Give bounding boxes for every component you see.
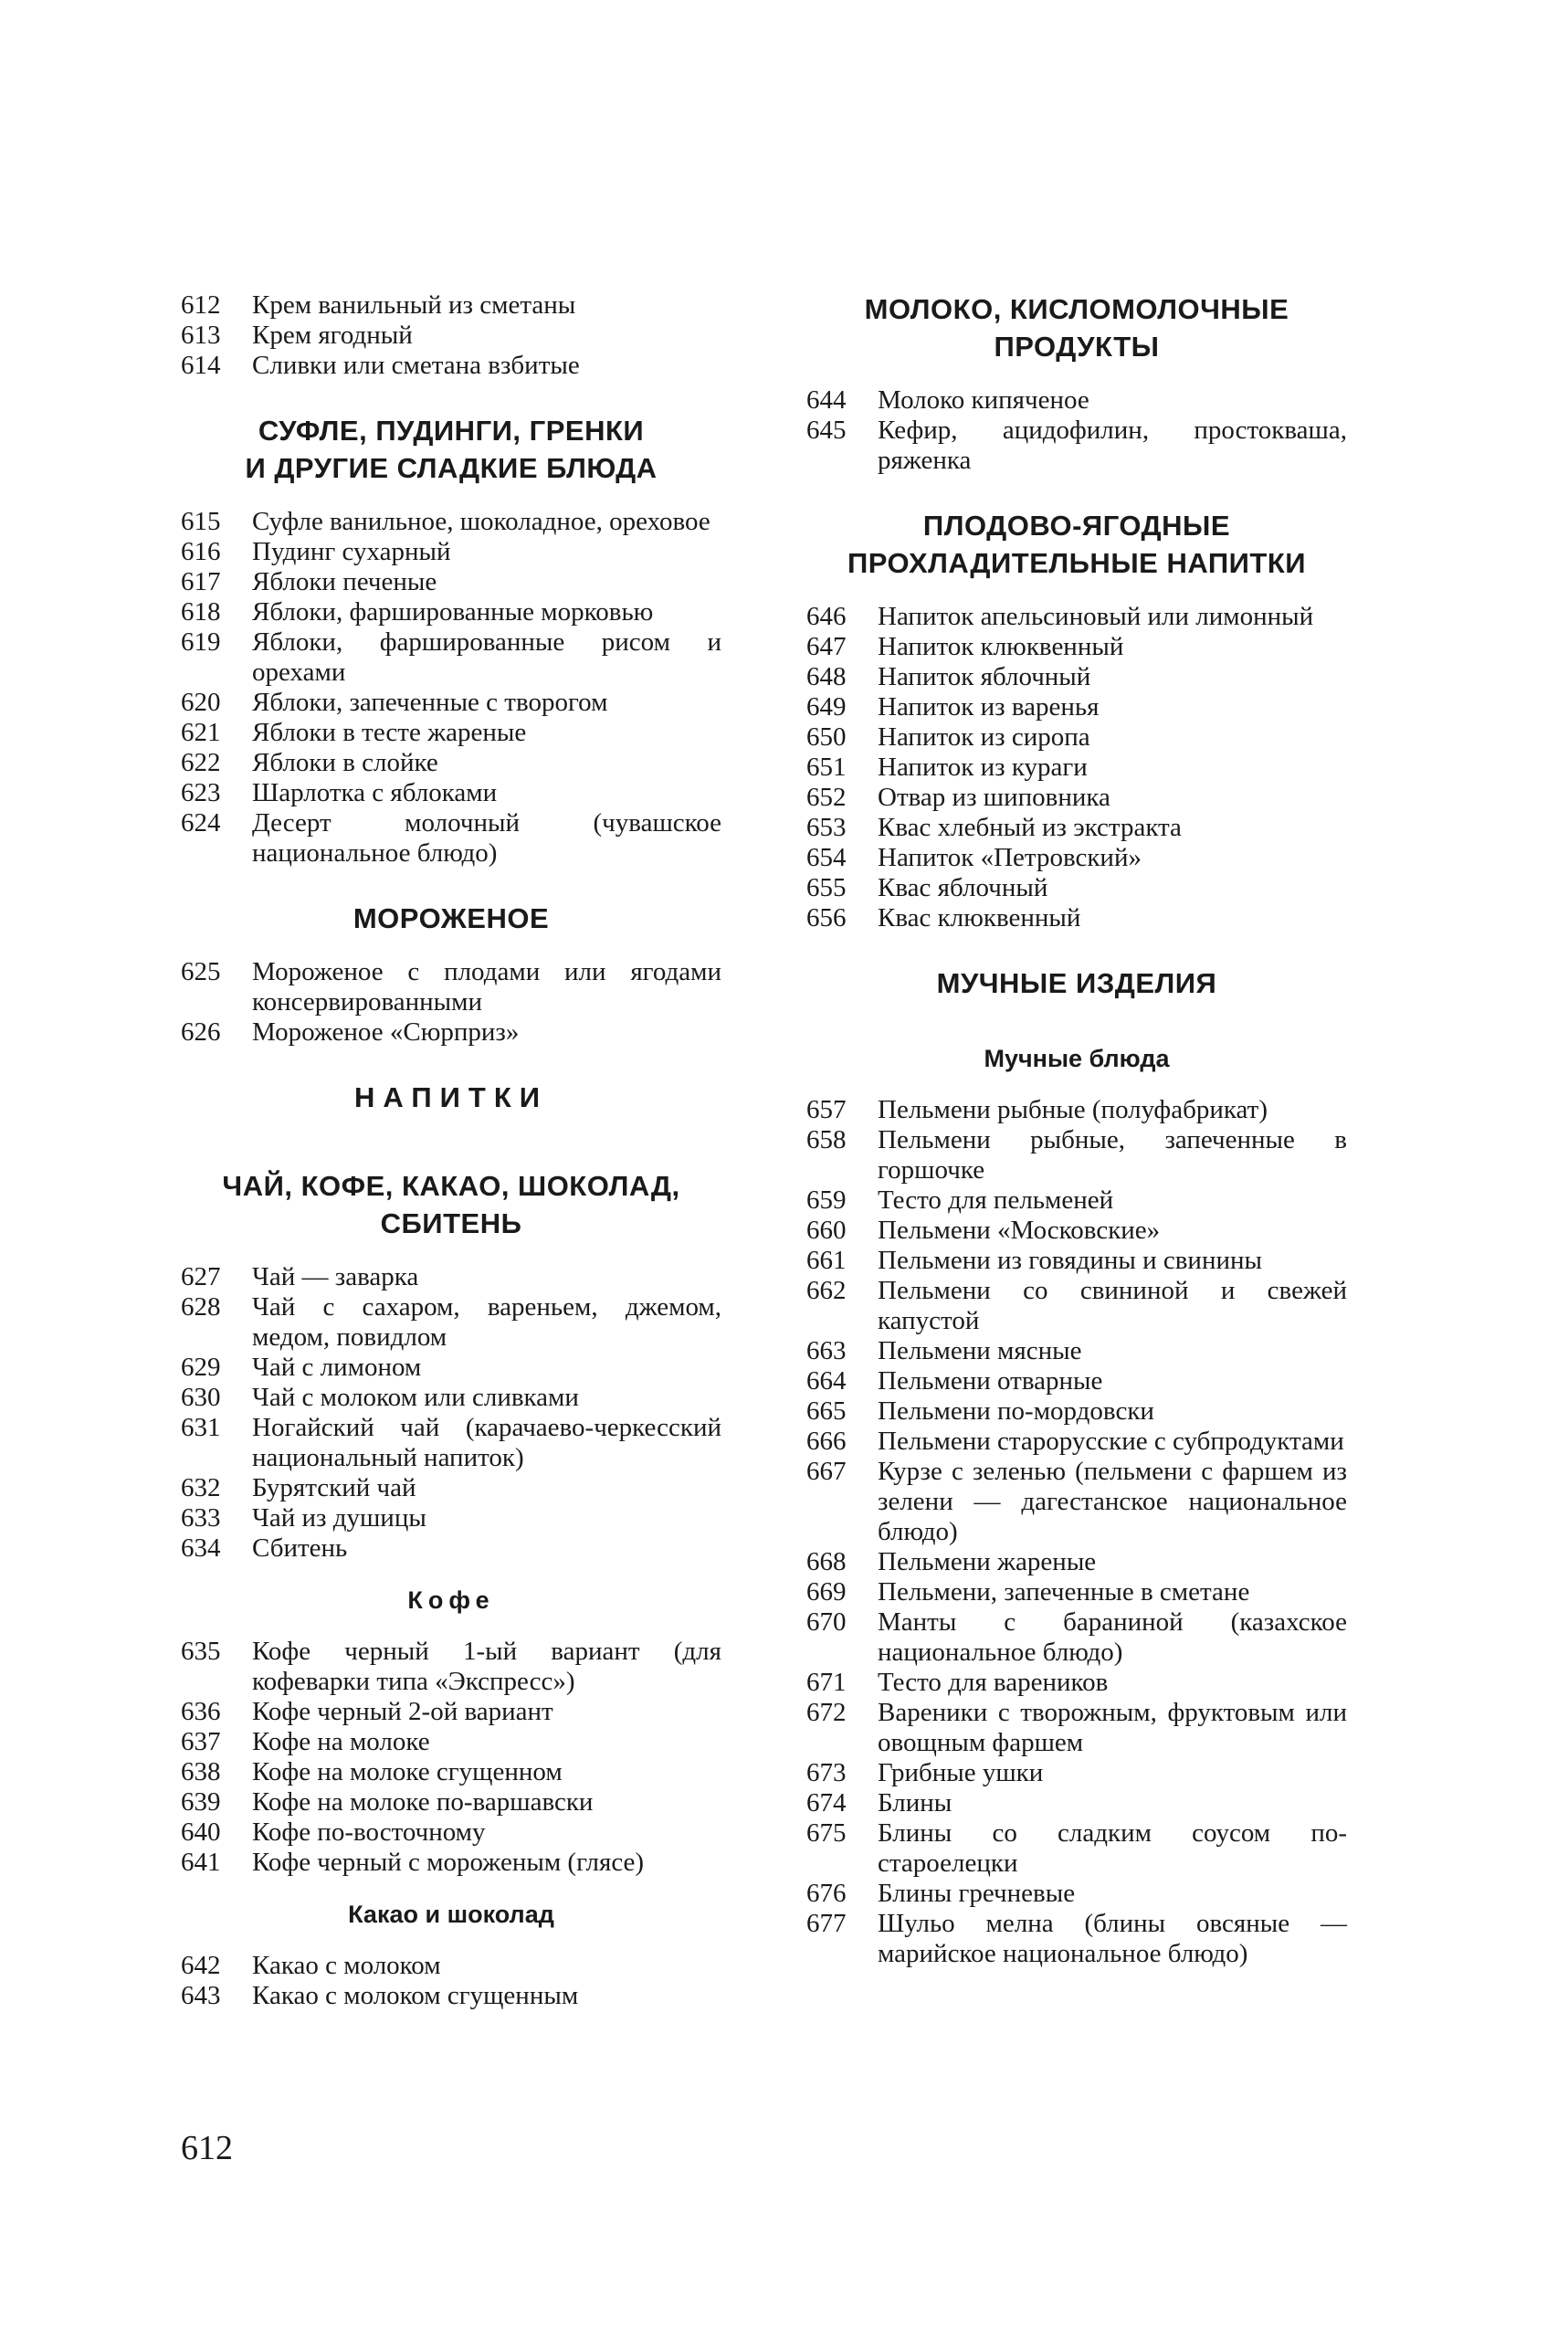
recipe-title: Квас клюквенный xyxy=(878,903,1081,932)
recipe-number: 613 xyxy=(181,321,221,350)
recipe-number: 632 xyxy=(181,1473,221,1502)
recipe-entry xyxy=(806,602,1347,632)
recipe-entry xyxy=(181,1981,721,2011)
spacer xyxy=(181,1931,721,1951)
recipe-number: 667 xyxy=(806,1457,847,1486)
recipe-number: 648 xyxy=(806,662,847,691)
right-column xyxy=(806,290,1347,1969)
recipe-number: 668 xyxy=(806,1547,847,1576)
recipe-entry xyxy=(806,903,1347,933)
recipe-number: 635 xyxy=(181,1637,221,1666)
recipe-entry xyxy=(806,1216,1347,1246)
spacer xyxy=(181,1136,721,1167)
section-heading xyxy=(181,1079,721,1116)
recipe-entry xyxy=(181,1503,721,1533)
heading-line: ПРОДУКТЫ xyxy=(994,331,1160,363)
recipe-title: Какао с молоком сгущенным xyxy=(252,1981,579,2010)
recipe-title: Яблоки печеные xyxy=(252,567,437,596)
recipe-number: 639 xyxy=(181,1787,221,1817)
recipe-entry xyxy=(181,597,721,627)
recipe-entry xyxy=(181,1262,721,1292)
recipe-number: 652 xyxy=(806,783,847,812)
recipe-number: 626 xyxy=(181,1017,221,1047)
recipe-title: Сбитень xyxy=(252,1533,348,1563)
recipe-title: Бурятский чай xyxy=(252,1473,416,1502)
recipe-entry xyxy=(806,1698,1347,1758)
recipe-number: 630 xyxy=(181,1383,221,1412)
recipe-entry xyxy=(181,321,721,351)
recipe-title: Квас яблочный xyxy=(878,873,1048,902)
recipe-entry xyxy=(806,873,1347,903)
recipe-number: 660 xyxy=(806,1216,847,1245)
recipe-title: Яблоки, фаршированные рисом и орехами xyxy=(252,627,721,687)
recipe-number: 634 xyxy=(181,1533,221,1563)
recipe-number: 617 xyxy=(181,567,221,596)
recipe-number: 615 xyxy=(181,507,221,536)
heading-line: НАПИТКИ xyxy=(353,1081,549,1113)
recipe-number: 638 xyxy=(181,1757,221,1786)
recipe-entry xyxy=(181,1951,721,1981)
recipe-entry xyxy=(806,662,1347,692)
recipe-entry xyxy=(181,507,721,537)
recipe-entry xyxy=(806,722,1347,753)
recipe-entry xyxy=(806,1758,1347,1788)
recipe-number: 625 xyxy=(181,957,221,986)
recipe-entry xyxy=(806,416,1347,476)
recipe-entry xyxy=(806,1457,1347,1547)
recipe-title: Крем ягодный xyxy=(252,321,413,350)
recipe-title: Отвар из шиповника xyxy=(878,783,1110,812)
recipe-number: 665 xyxy=(806,1396,847,1426)
recipe-number: 629 xyxy=(181,1353,221,1382)
section-subheading xyxy=(806,1042,1347,1075)
recipe-title: Тесто для пельменей xyxy=(878,1185,1114,1215)
recipe-number: 674 xyxy=(806,1788,847,1817)
recipe-title: Пельмени по-мордовски xyxy=(878,1396,1154,1426)
recipe-title: Чай — заварка xyxy=(252,1262,419,1291)
recipe-number: 640 xyxy=(181,1817,221,1847)
recipe-number: 669 xyxy=(806,1577,847,1607)
recipe-title: Квас хлебный из экстракта xyxy=(878,813,1182,842)
recipe-entry xyxy=(806,1788,1347,1818)
recipe-entry xyxy=(181,808,721,869)
spacer xyxy=(181,1116,721,1136)
recipe-entry xyxy=(181,1848,721,1878)
recipe-number: 659 xyxy=(806,1185,847,1215)
recipe-entry xyxy=(181,1473,721,1503)
page-number: 612 xyxy=(181,2129,233,2167)
spacer xyxy=(181,869,721,900)
recipe-entry xyxy=(181,537,721,567)
recipe-title: Яблоки в тесте жареные xyxy=(252,718,527,747)
recipe-title: Напиток «Петровский» xyxy=(878,843,1142,872)
recipe-number: 628 xyxy=(181,1292,221,1322)
recipe-number: 618 xyxy=(181,597,221,627)
recipe-entry xyxy=(181,1757,721,1787)
heading-line: Какао и шоколад xyxy=(348,1901,554,1928)
recipe-number: 622 xyxy=(181,748,221,777)
recipe-entry xyxy=(181,688,721,718)
recipe-number: 666 xyxy=(806,1427,847,1456)
recipe-entry xyxy=(181,1533,721,1564)
recipe-title: Шарлотка с яблоками xyxy=(252,778,498,807)
heading-line: Мучные блюда xyxy=(984,1045,1170,1072)
recipe-title: Кофе на молоке по-варшавски xyxy=(252,1787,594,1817)
recipe-entry xyxy=(806,1366,1347,1396)
recipe-title: Напиток из варенья xyxy=(878,692,1100,722)
heading-line: МОРОЖЕНОЕ xyxy=(353,902,550,934)
recipe-number: 658 xyxy=(806,1125,847,1154)
heading-line: ПЛОДОВО-ЯГОДНЫЕ xyxy=(922,510,1231,542)
recipe-number: 633 xyxy=(181,1503,221,1533)
spacer xyxy=(181,1564,721,1584)
recipe-entry xyxy=(181,1817,721,1848)
recipe-title: Кофе на молоке xyxy=(252,1727,430,1756)
recipe-number: 616 xyxy=(181,537,221,566)
recipe-title: Десерт молочный (чувашское национальное блюдо) xyxy=(252,808,721,868)
recipe-title: Кофе черный 2-ой вариант xyxy=(252,1697,553,1726)
section-heading xyxy=(806,290,1347,365)
recipe-entry xyxy=(181,627,721,688)
recipe-entry xyxy=(181,290,721,321)
recipe-title: Яблоки, фаршированные морковью xyxy=(252,597,654,627)
recipe-title: Вареники с творожным, фруктовым или овощным фаршем xyxy=(878,1698,1347,1757)
recipe-entry xyxy=(806,1396,1347,1427)
recipe-title: Пельмени, запеченные в сметане xyxy=(878,1577,1250,1607)
recipe-title: Манты с бараниной (казахское национальное блюдо) xyxy=(878,1607,1347,1667)
recipe-title: Грибные ушки xyxy=(878,1758,1044,1787)
recipe-number: 649 xyxy=(806,692,847,722)
recipe-title: Пельмени отварные xyxy=(878,1366,1103,1396)
recipe-title: Какао с молоком xyxy=(252,1951,441,1980)
recipe-entry xyxy=(181,567,721,597)
recipe-number: 654 xyxy=(806,843,847,872)
recipe-number: 664 xyxy=(806,1366,847,1396)
recipe-entry xyxy=(181,718,721,748)
recipe-number: 623 xyxy=(181,778,221,807)
recipe-title: Шульо мелна (блины овсяные — марийское национальное блюдо) xyxy=(878,1909,1347,1968)
recipe-title: Кефир, ацидофилин, простокваша, ряженка xyxy=(878,416,1347,475)
recipe-title: Мороженое «Сюрприз» xyxy=(252,1017,520,1047)
spacer xyxy=(806,933,1347,964)
recipe-title: Пельмени «Московские» xyxy=(878,1216,1161,1245)
recipe-number: 653 xyxy=(806,813,847,842)
recipe-title: Пельмени рыбные (полуфабрикат) xyxy=(878,1095,1268,1124)
recipe-entry xyxy=(806,1427,1347,1457)
recipe-number: 657 xyxy=(806,1095,847,1124)
recipe-entry xyxy=(181,1727,721,1757)
recipe-title: Кофе черный 1-ый вариант (для кофеварки типа «Экспресс») xyxy=(252,1637,721,1696)
heading-line: МУЧНЫЕ ИЗДЕЛИЯ xyxy=(936,967,1217,999)
heading-line: ЧАЙ, КОФЕ, КАКАО, ШОКОЛАД, xyxy=(222,1170,680,1202)
recipe-entry xyxy=(181,778,721,808)
recipe-entry xyxy=(806,1607,1347,1668)
recipe-number: 650 xyxy=(806,722,847,752)
recipe-number: 655 xyxy=(806,873,847,902)
recipe-title: Напиток из кураги xyxy=(878,753,1088,782)
recipe-title: Напиток клюквенный xyxy=(878,632,1124,661)
heading-line: И ДРУГИЕ СЛАДКИЕ БЛЮДА xyxy=(245,452,658,484)
recipe-number: 645 xyxy=(806,416,847,445)
recipe-title: Чай с лимоном xyxy=(252,1353,422,1382)
spacer xyxy=(181,381,721,412)
recipe-entry xyxy=(181,1637,721,1697)
recipe-number: 647 xyxy=(806,632,847,661)
recipe-number: 671 xyxy=(806,1668,847,1697)
spacer xyxy=(181,1617,721,1637)
recipe-title: Тесто для вареников xyxy=(878,1668,1109,1697)
recipe-entry xyxy=(806,1547,1347,1577)
recipe-number: 637 xyxy=(181,1727,221,1756)
recipe-entry xyxy=(806,1095,1347,1125)
heading-line: Кофе xyxy=(407,1586,495,1614)
recipe-title: Кофе на молоке сгущенном xyxy=(252,1757,563,1786)
heading-line: ПРОХЛАДИТЕЛЬНЫЕ НАПИТКИ xyxy=(847,547,1307,579)
spacer xyxy=(181,1242,721,1262)
recipe-title: Блины гречневые xyxy=(878,1879,1076,1908)
recipe-entry xyxy=(806,1818,1347,1879)
recipe-number: 643 xyxy=(181,1981,221,2010)
section-heading xyxy=(181,1167,721,1242)
recipe-number: 627 xyxy=(181,1262,221,1291)
section-heading xyxy=(181,900,721,937)
recipe-entry xyxy=(806,1909,1347,1969)
recipe-title: Сливки или сметана взбитые xyxy=(252,351,580,380)
recipe-entry xyxy=(806,1125,1347,1185)
recipe-title: Крем ванильный из сметаны xyxy=(252,290,576,320)
recipe-number: 656 xyxy=(806,903,847,932)
left-column xyxy=(181,290,721,2011)
spacer xyxy=(806,476,1347,507)
recipe-entry xyxy=(806,1185,1347,1216)
recipe-number: 631 xyxy=(181,1413,221,1442)
recipe-entry xyxy=(181,1383,721,1413)
section-heading xyxy=(806,964,1347,1002)
spacer xyxy=(806,1002,1347,1022)
recipe-title: Напиток апельсиновый или лимонный xyxy=(878,602,1314,631)
spacer xyxy=(181,487,721,507)
recipe-title: Напиток яблочный xyxy=(878,662,1091,691)
recipe-title: Блины со сладким соусом по-староелецки xyxy=(878,1818,1347,1878)
heading-line: СБИТЕНЬ xyxy=(380,1207,522,1239)
recipe-title: Пельмени жареные xyxy=(878,1547,1097,1576)
recipe-number: 661 xyxy=(806,1246,847,1275)
recipe-entry xyxy=(806,1276,1347,1336)
recipe-entry xyxy=(806,1577,1347,1607)
spacer xyxy=(181,1048,721,1079)
spacer xyxy=(181,937,721,957)
heading-line: МОЛОКО, КИСЛОМОЛОЧНЫЕ xyxy=(864,293,1289,325)
recipe-number: 621 xyxy=(181,718,221,747)
spacer xyxy=(181,1878,721,1898)
recipe-number: 676 xyxy=(806,1879,847,1908)
recipe-entry xyxy=(806,692,1347,722)
recipe-title: Мороженое с плодами или ягодами консервированными xyxy=(252,957,721,1017)
recipe-title: Яблоки, запеченные с творогом xyxy=(252,688,608,717)
recipe-entry xyxy=(806,843,1347,873)
recipe-title: Пельмени старорусские с субпродуктами xyxy=(878,1427,1344,1456)
spacer xyxy=(806,1075,1347,1095)
recipe-entry xyxy=(806,1336,1347,1366)
recipe-title: Пельмени со свининой и свежей капустой xyxy=(878,1276,1347,1335)
recipe-title: Напиток из сиропа xyxy=(878,722,1090,752)
recipe-number: 672 xyxy=(806,1698,847,1727)
recipe-number: 636 xyxy=(181,1697,221,1726)
recipe-entry xyxy=(181,957,721,1017)
recipe-entry xyxy=(806,1668,1347,1698)
recipe-number: 642 xyxy=(181,1951,221,1980)
recipe-number: 677 xyxy=(806,1909,847,1938)
recipe-title: Чай из душицы xyxy=(252,1503,426,1533)
recipe-number: 670 xyxy=(806,1607,847,1637)
recipe-number: 651 xyxy=(806,753,847,782)
recipe-number: 644 xyxy=(806,385,847,415)
recipe-title: Пельмени рыбные, запеченные в горшочке xyxy=(878,1125,1347,1185)
recipe-entry xyxy=(181,748,721,778)
recipe-entry xyxy=(181,1353,721,1383)
recipe-number: 662 xyxy=(806,1276,847,1305)
recipe-title: Чай с молоком или сливками xyxy=(252,1383,579,1412)
section-heading xyxy=(806,507,1347,582)
recipe-number: 614 xyxy=(181,351,221,380)
recipe-entry xyxy=(806,632,1347,662)
recipe-title: Чай с сахаром, вареньем, джемом, медом, повидлом xyxy=(252,1292,721,1352)
spacer xyxy=(806,582,1347,602)
recipe-entry xyxy=(181,1697,721,1727)
recipe-number: 641 xyxy=(181,1848,221,1877)
recipe-title: Ногайский чай (карачаево-черкесский национальный напиток) xyxy=(252,1413,721,1472)
recipe-title: Кофе по-восточному xyxy=(252,1817,486,1847)
spacer xyxy=(806,1022,1347,1042)
recipe-number: 620 xyxy=(181,688,221,717)
recipe-title: Молоко кипяченое xyxy=(878,385,1089,415)
recipe-entry xyxy=(806,1246,1347,1276)
recipe-number: 619 xyxy=(181,627,221,657)
recipe-entry xyxy=(181,351,721,381)
recipe-title: Блины xyxy=(878,1788,952,1817)
heading-line: СУФЛЕ, ПУДИНГИ, ГРЕНКИ xyxy=(258,415,645,447)
recipe-title: Курзе с зеленью (пельмени с фаршем из зелени — дагестанское национальное блюдо) xyxy=(878,1457,1347,1546)
recipe-entry xyxy=(181,1787,721,1817)
recipe-entry xyxy=(806,1879,1347,1909)
recipe-number: 673 xyxy=(806,1758,847,1787)
section-subheading xyxy=(181,1898,721,1931)
recipe-title: Пельмени мясные xyxy=(878,1336,1082,1365)
recipe-number: 663 xyxy=(806,1336,847,1365)
recipe-number: 646 xyxy=(806,602,847,631)
recipe-entry xyxy=(806,813,1347,843)
recipe-entry xyxy=(806,783,1347,813)
section-subheading xyxy=(181,1584,721,1617)
recipe-title: Кофе черный с мороженым (глясе) xyxy=(252,1848,645,1877)
spacer xyxy=(806,365,1347,385)
recipe-number: 624 xyxy=(181,808,221,838)
recipe-entry xyxy=(181,1292,721,1353)
recipe-title: Яблоки в слойке xyxy=(252,748,438,777)
recipe-entry xyxy=(806,385,1347,416)
recipe-number: 675 xyxy=(806,1818,847,1848)
section-heading xyxy=(181,412,721,487)
recipe-entry xyxy=(181,1017,721,1048)
recipe-title: Пудинг сухарный xyxy=(252,537,451,566)
recipe-entry xyxy=(806,753,1347,783)
recipe-title: Пельмени из говядины и свинины xyxy=(878,1246,1262,1275)
recipe-number: 612 xyxy=(181,290,221,320)
recipe-entry xyxy=(181,1413,721,1473)
recipe-title: Суфле ванильное, шоколадное, ореховое xyxy=(252,507,710,536)
